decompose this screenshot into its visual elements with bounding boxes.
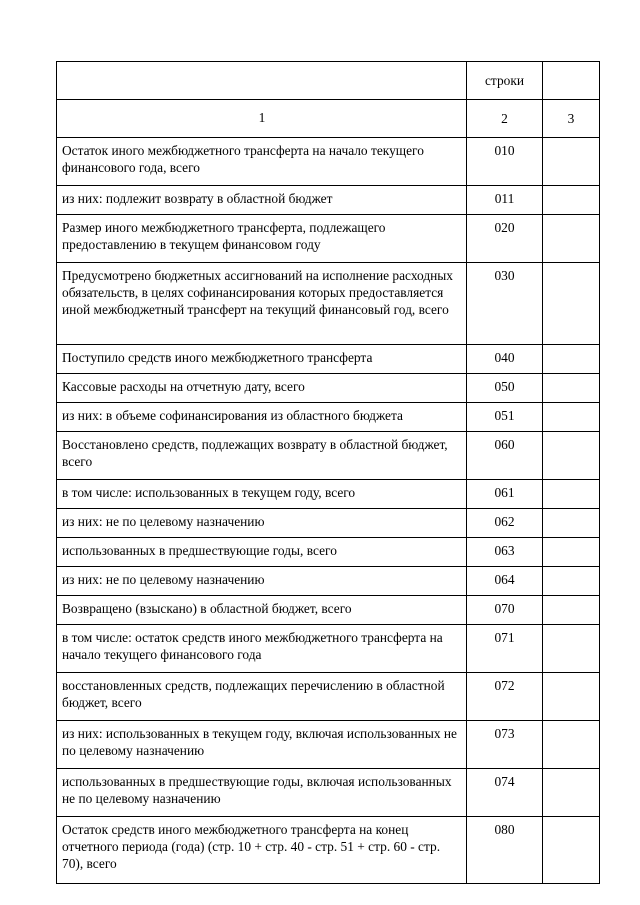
table-row: [57, 345, 600, 374]
row-label: восстановленных средств, подлежащих перечислению в областной бюджет, всего: [57, 673, 467, 721]
table-row: [57, 432, 600, 480]
row-value-cell[interactable]: [543, 215, 600, 263]
row-label: Возвращено (взыскано) в областной бюджет, всего: [57, 596, 467, 625]
table-row: [57, 374, 600, 403]
table-row: [57, 625, 600, 673]
header-col3-number: 3: [543, 100, 600, 138]
row-code: 073: [467, 721, 543, 769]
table-row: [57, 721, 600, 769]
row-code: 074: [467, 769, 543, 817]
row-label: использованных в предшествующие годы, всего: [57, 538, 467, 567]
header-row-titles: [57, 62, 600, 100]
table-row: [57, 567, 600, 596]
row-code: 071: [467, 625, 543, 673]
row-label: Восстановлено средств, подлежащих возврату в областной бюджет, всего: [57, 432, 467, 480]
table-row: [57, 263, 600, 345]
row-label: Поступило средств иного межбюджетного трансферта: [57, 345, 467, 374]
table-row: [57, 215, 600, 263]
row-value-cell[interactable]: [543, 138, 600, 186]
table-row: [57, 186, 600, 215]
row-code: 064: [467, 567, 543, 596]
row-code: 063: [467, 538, 543, 567]
table-row: [57, 673, 600, 721]
row-label: из них: в объеме софинансирования из областного бюджета: [57, 403, 467, 432]
header-col2-title: строки: [467, 62, 543, 100]
table-row: [57, 138, 600, 186]
row-code: 080: [467, 817, 543, 884]
row-value-cell[interactable]: [543, 538, 600, 567]
table-row: [57, 480, 600, 509]
row-value-cell[interactable]: [543, 567, 600, 596]
row-code: 051: [467, 403, 543, 432]
table-row: [57, 509, 600, 538]
row-code: 010: [467, 138, 543, 186]
table-row: [57, 596, 600, 625]
report-table: [56, 61, 600, 884]
row-label: Размер иного межбюджетного трансферта, подлежащего предоставлению в текущем финансовом году: [57, 215, 467, 263]
row-value-cell[interactable]: [543, 403, 600, 432]
row-label: Остаток средств иного межбюджетного трансферта на конец отчетного периода (года) (стр. 10 + стр. 40 - стр. 51 + стр. 60 - стр. 70), всего: [57, 817, 467, 884]
row-value-cell[interactable]: [543, 625, 600, 673]
header-col2-number: 2: [467, 100, 543, 138]
header-col1-title: [57, 62, 467, 100]
row-label: из них: подлежит возврату в областной бюджет: [57, 186, 467, 215]
row-code: 062: [467, 509, 543, 538]
row-value-cell[interactable]: [543, 374, 600, 403]
row-code: 072: [467, 673, 543, 721]
row-value-cell[interactable]: [543, 596, 600, 625]
row-value-cell[interactable]: [543, 721, 600, 769]
table-row: [57, 538, 600, 567]
row-code: 050: [467, 374, 543, 403]
header-row-numbers: [57, 100, 600, 138]
row-code: 011: [467, 186, 543, 215]
row-code: 070: [467, 596, 543, 625]
row-label: Кассовые расходы на отчетную дату, всего: [57, 374, 467, 403]
table-row: [57, 769, 600, 817]
header-col1-number: 1: [57, 100, 467, 138]
row-value-cell[interactable]: [543, 769, 600, 817]
row-label: Остаток иного межбюджетного трансферта на начало текущего финансового года, всего: [57, 138, 467, 186]
row-value-cell[interactable]: [543, 817, 600, 884]
row-code: 061: [467, 480, 543, 509]
row-code: 040: [467, 345, 543, 374]
row-value-cell[interactable]: [543, 480, 600, 509]
row-label: Предусмотрено бюджетных ассигнований на исполнение расходных обязательств, в целях софинансирования которых предоставляется иной межбюджетный трансферт на текущий финансовый год, всего: [57, 263, 467, 345]
row-value-cell[interactable]: [543, 263, 600, 345]
row-label: из них: не по целевому назначению: [57, 509, 467, 538]
table-row: [57, 817, 600, 884]
row-value-cell[interactable]: [543, 509, 600, 538]
row-label: в том числе: остаток средств иного межбюджетного трансферта на начало текущего финансового года: [57, 625, 467, 673]
row-label: из них: не по целевому назначению: [57, 567, 467, 596]
row-code: 060: [467, 432, 543, 480]
row-label: из них: использованных в текущем году, включая использованных не по целевому назначению: [57, 721, 467, 769]
row-value-cell[interactable]: [543, 186, 600, 215]
row-label: использованных в предшествующие годы, включая использованных не по целевому назначению: [57, 769, 467, 817]
row-value-cell[interactable]: [543, 432, 600, 480]
header-col3-title: [543, 62, 600, 100]
row-label: в том числе: использованных в текущем году, всего: [57, 480, 467, 509]
table-row: [57, 403, 600, 432]
row-value-cell[interactable]: [543, 673, 600, 721]
row-code: 030: [467, 263, 543, 345]
row-code: 020: [467, 215, 543, 263]
row-value-cell[interactable]: [543, 345, 600, 374]
